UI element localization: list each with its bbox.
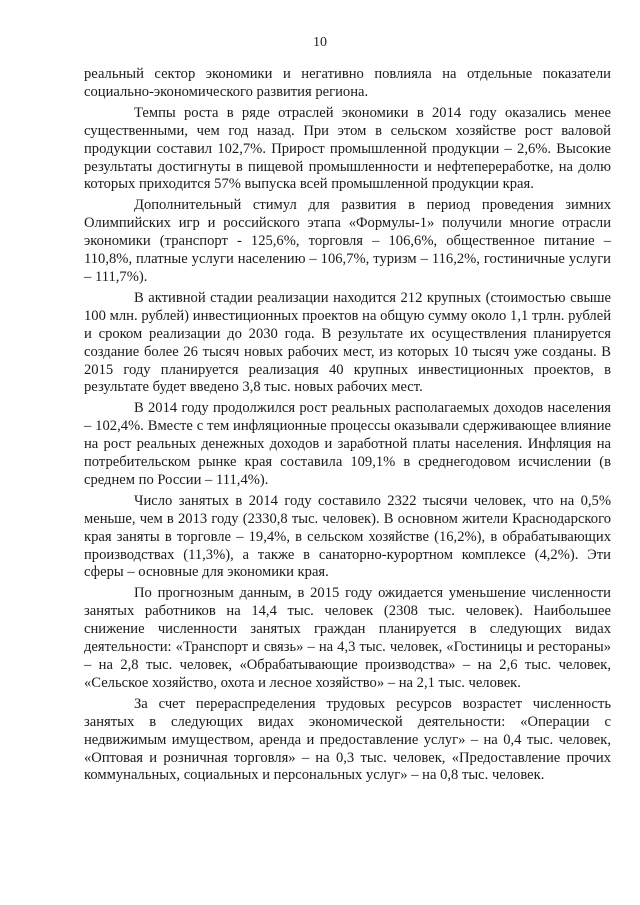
document-body: [84, 66, 611, 788]
paragraph: За счет перераспределения трудовых ресурсов возрастет численность занятых в следующих видах экономической деятельности: «Операции с недвижимым имуществом, аренда и предоставление услуг» – на 0,4 тыс. человек, «Оптовая и розничная торговля» – на 0,3 тыс. человек, «Предоставление прочих коммунальных, социальных и персональных услуг» – на 0,8 тыс. человек.: [84, 695, 611, 784]
paragraph: реальный сектор экономики и негативно повлияла на отдельные показатели социально-экономического развития региона.: [84, 66, 611, 100]
paragraph: В 2014 году продолжился рост реальных располагаемых доходов населения – 102,4%. Вместе с тем инфляционные процессы оказывали сдерживающее влияние на рост реальных денежных доходов и заработной платы населения. Инфляция на потребительском рынке края составила 109,1% в среднегодовом исчислении (в среднем по России – 111,4%).: [84, 400, 611, 488]
paragraph: По прогнозным данным, в 2015 году ожидается уменьшение численности занятых работников на 14,4 тыс. человек (2308 тыс. человек). Наибольшее снижение численности занятых граждан планируется в следующих видах деятельности: «Транспорт и связь» – на 4,3 тыс. человек, «Гостиницы и рестораны» – на 2,8 тыс. человек, «Обрабатывающие производства» – на 2,6 тыс. человек, «Сельское хозяйство, охота и лесное хозяйство» – на 2,1 тыс. человек.: [84, 585, 611, 691]
paragraph: Темпы роста в ряде отраслей экономики в 2014 году оказались менее существенными, чем год назад. При этом в сельском хозяйстве рост валовой продукции составил 102,7%. Прирост промышленной продукции – 2,6%. Высокие результаты достигнуты в пищевой промышленности и нефтепереработке, на долю которых приходится 57% выпуска всей промышленной продукции края.: [84, 104, 611, 193]
page-number: 10: [313, 35, 327, 50]
paragraph: Число занятых в 2014 году составило 2322 тысячи человек, что на 0,5% меньше, чем в 2013 году (2330,8 тыс. человек). В основном жители Краснодарского края заняты в торговле – 19,4%, в сельском хозяйстве (16,2%), в обрабатывающих производствах (11,3%), а также в санаторно-курортном комплексе (4,2%). Эти сферы – основные для экономики края.: [84, 492, 611, 581]
paragraph: Дополнительный стимул для развития в период проведения зимних Олимпийских игр и российского этапа «Формулы-1» получили многие отрасли экономики (транспорт - 125,6%, торговля – 106,6%, общественное питание – 110,8%, платные услуги населению – 106,7%, туризм – 116,2%, гостиничные услуги – 111,7%).: [84, 197, 611, 285]
paragraph: В активной стадии реализации находится 212 крупных (стоимостью свыше 100 млн. рублей) инвестиционных проектов на общую сумму около 1,1 трлн. рублей и сроком реализации до 2030 года. В результате их осуществления планируется создание более 26 тысяч новых рабочих мест, из которых 10 тысяч уже созданы. В 2015 году планируется реализация 40 крупных инвестиционных проектов, в результате будет введено 3,8 тыс. новых рабочих мест.: [84, 289, 611, 396]
